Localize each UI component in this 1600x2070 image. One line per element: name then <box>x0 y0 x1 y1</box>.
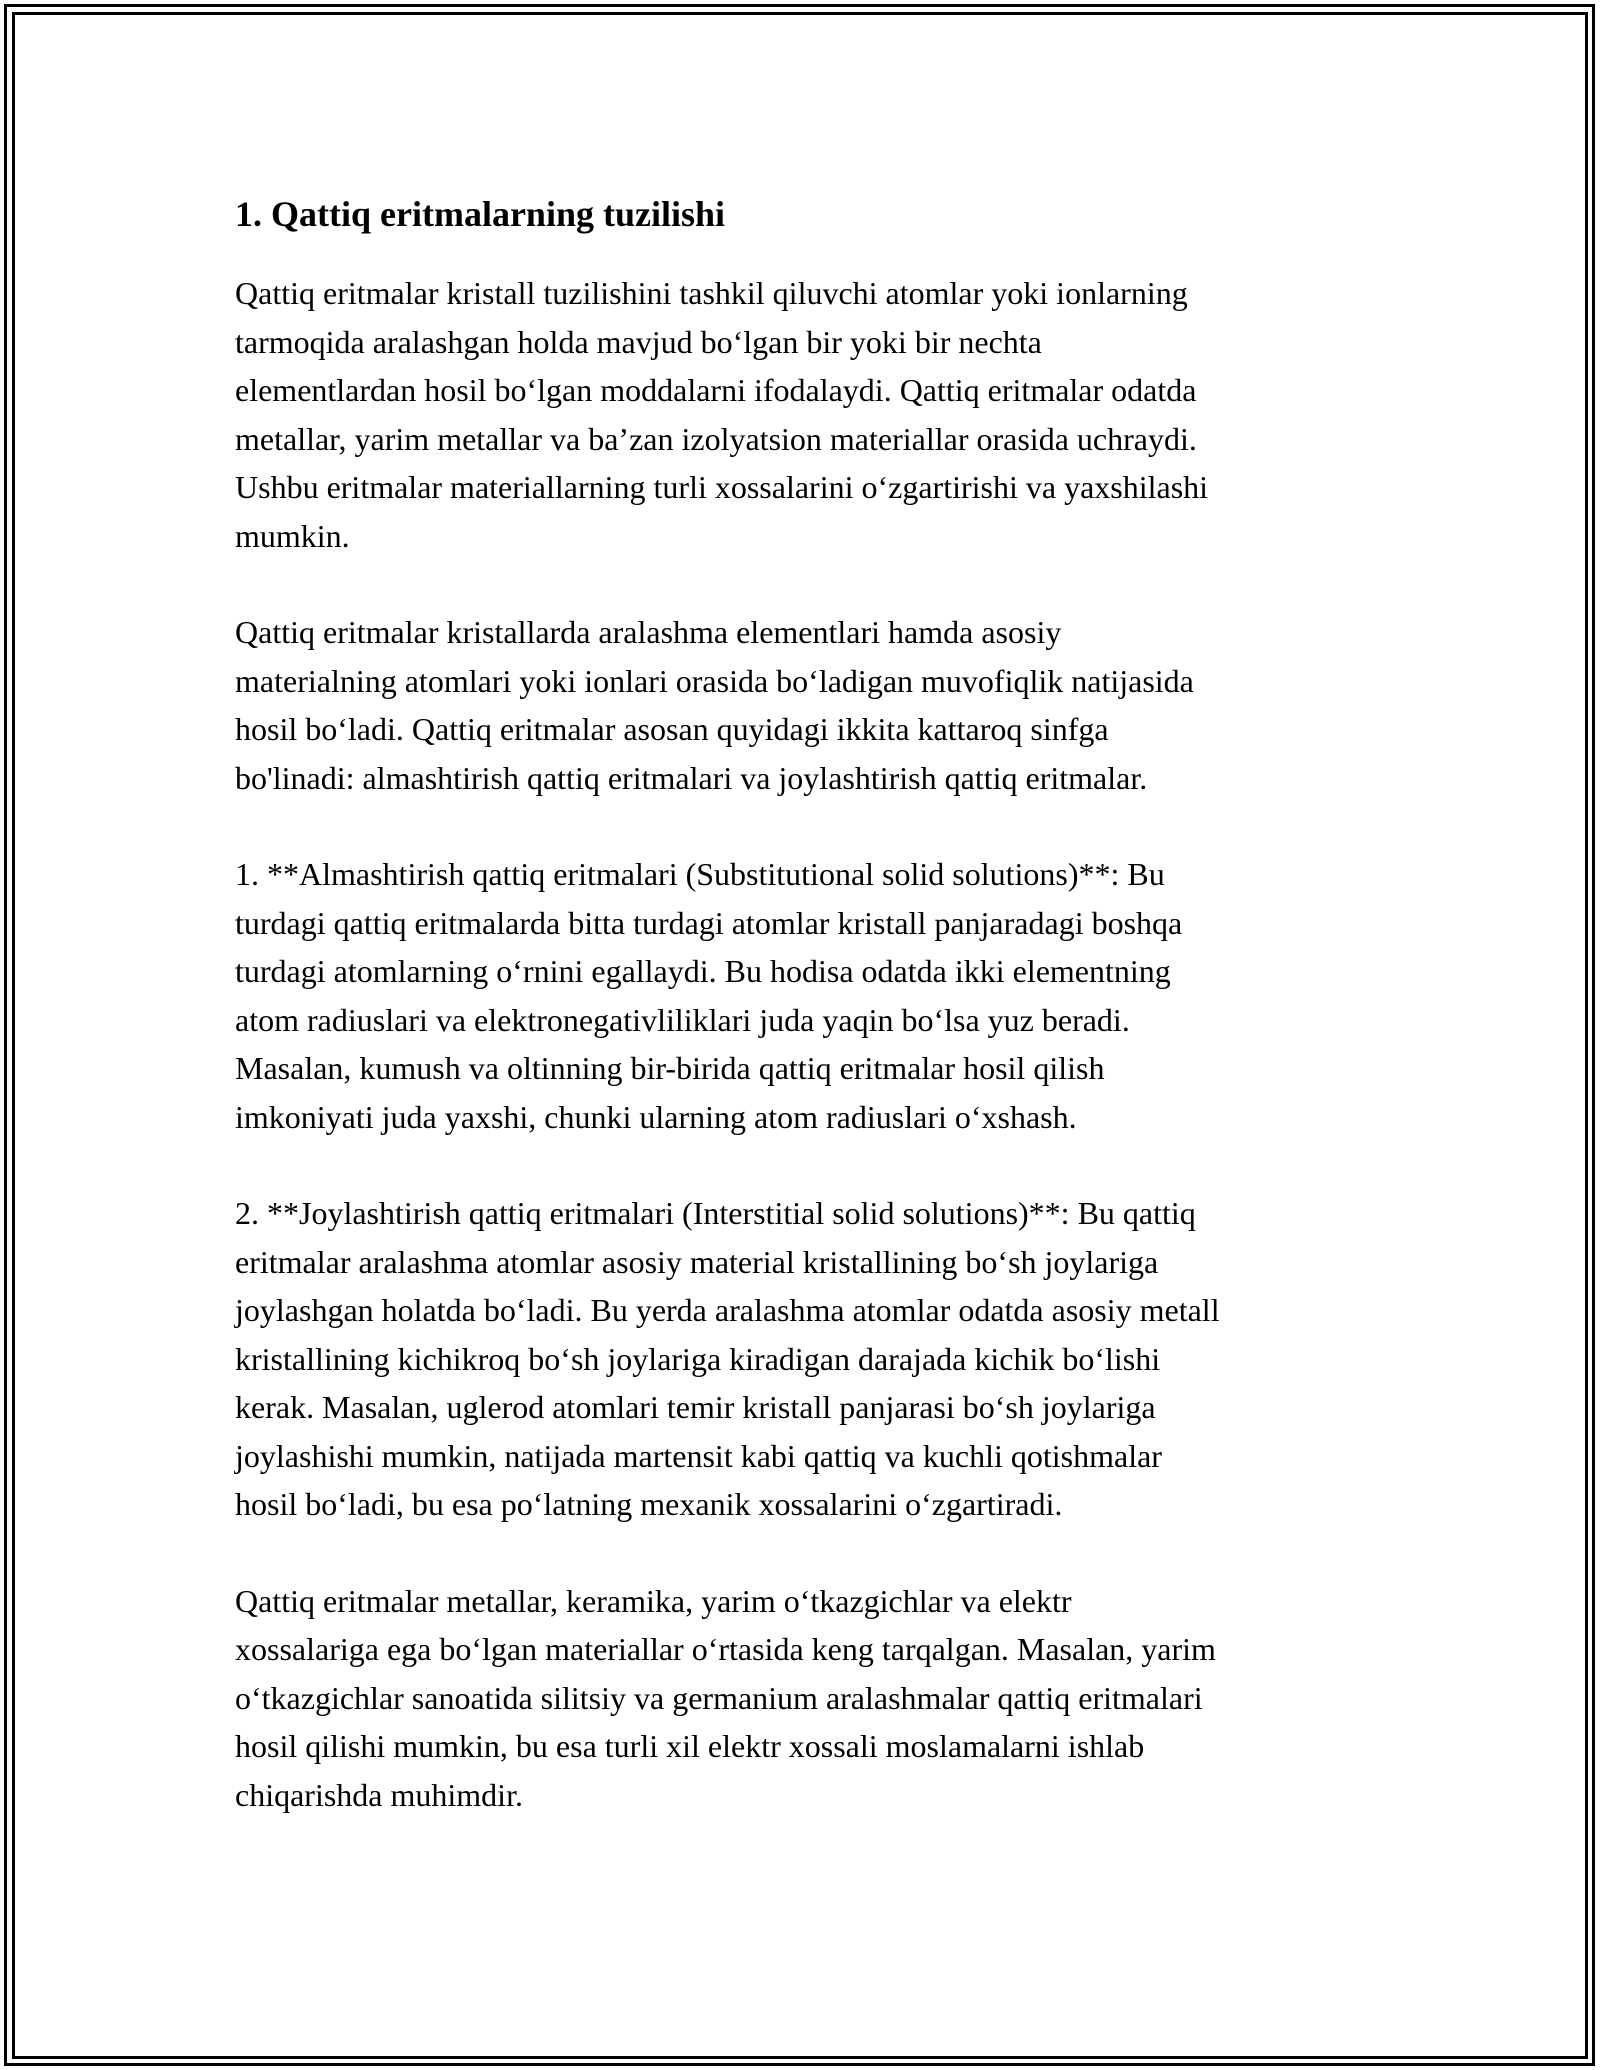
paragraph-applications: Qattiq eritmalar metallar, keramika, yarim o‘tkazgichlar va elektr xossalariga ega bo‘lgan materiallar o‘rtasida keng tarqalgan. Masalan, yarim o‘tkazgichlar sanoatida silitsiy va germanium aralashmalar qattiq eritmalari hosil qilishi mumkin, bu esa turli xil elektr xossali moslamalarni ishlab chiqarishda muhimdir. <box>235 1582 1216 1813</box>
paragraph-interstitial: 2. **Joylashtirish qattiq eritmalari (Interstitial solid solutions)**: Bu qattiq eritmalar aralashma atomlar asosiy material kristallining bo‘sh joylariga joylashgan holatda bo‘ladi. Bu yerda aralashma atomlar odatda asosiy metall kristallining kichikroq bo‘sh joylariga kiradigan darajada kichik bo‘lishi kerak. Masalan, uglerod atomlari temir kristall panjarasi bo‘sh joylariga joylashishi mumkin, natijada martensit kabi qattiq va kuchli qotishmalar hosil bo‘ladi, bu esa po‘latning mexanik xossalarini o‘zgartiradi. <box>235 1195 1220 1522</box>
document-body <box>235 185 1370 1867</box>
section-heading: 1. Qattiq eritmalarning tuzilishi <box>235 194 725 234</box>
paragraph-intro: Qattiq eritmalar kristall tuzilishini tashkil qiluvchi atomlar yoki ionlarning tarmoqida aralashgan holda mavjud bo‘lgan bir yoki bir nechta elementlardan hosil bo‘lgan moddalarni ifodalaydi. Qattiq eritmalar odatda metallar, yarim metallar va ba’zan izolyatsion materiallar orasida uchraydi. Ushbu eritmalar materiallarning turli xossalarini o‘zgartirishi va yaxshilashi mumkin. <box>235 275 1209 554</box>
paragraph-formation: Qattiq eritmalar kristallarda aralashma elementlari hamda asosiy materialning atomlari yoki ionlari orasida bo‘ladigan muvofiqlik natijasida hosil bo‘ladi. Qattiq eritmalar asosan quyidagi ikkita kattaroq sinfga bo'linadi: almashtirish qattiq eritmalari va joylashtirish qattiq eritmalar. <box>235 614 1194 796</box>
paragraph-substitutional: 1. **Almashtirish qattiq eritmalari (Substitutional solid solutions)**: Bu turdagi qattiq eritmalarda bitta turdagi atomlar kristall panjaradagi boshqa turdagi atomlarning o‘rnini egallaydi. Bu hodisa odatda ikki elementning atom radiuslari va elektronegativliliklari juda yaqin bo‘lsa yuz beradi. Masalan, kumush va oltinning bir-birida qattiq eritmalar hosil qilish imkoniyati juda yaxshi, chunki ularning atom radiuslari o‘xshash. <box>235 856 1183 1135</box>
